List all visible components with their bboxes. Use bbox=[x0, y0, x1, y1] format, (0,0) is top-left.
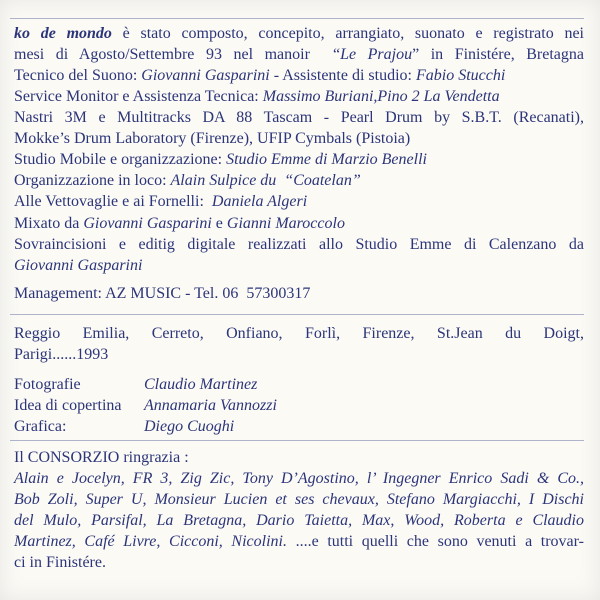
text-segment: Studio Emme di Marzio Benelli bbox=[226, 151, 427, 168]
text-segment: Massimo Buriani,Pino 2 La Vendetta bbox=[262, 88, 500, 105]
mixing-credits-block bbox=[14, 213, 584, 276]
text-segment: è stato composto, concepito, arrangiato, suonato e registrato nei bbox=[111, 25, 584, 42]
text-line bbox=[14, 447, 584, 468]
text-segment: ci in Finistére. bbox=[14, 554, 106, 571]
text-line bbox=[14, 191, 584, 212]
credit-label: Grafica: bbox=[14, 418, 67, 435]
artwork-credits-block bbox=[14, 374, 584, 437]
credit-label: Fotografie bbox=[14, 376, 81, 393]
text-segment: mesi di Agosto/Settembre 93 nel manoir “ bbox=[14, 46, 341, 63]
text-line bbox=[14, 86, 584, 107]
text-segment: Annamaria Vannozzi bbox=[144, 397, 277, 414]
text-segment: ” in Finistére, Bretagna bbox=[412, 46, 584, 63]
text-line bbox=[14, 416, 584, 437]
text-line bbox=[14, 234, 584, 255]
text-line bbox=[14, 107, 584, 128]
text-line bbox=[14, 374, 584, 395]
text-segment: Studio Mobile e organizzazione: bbox=[14, 151, 227, 168]
text-segment: Mixato da bbox=[14, 215, 84, 232]
text-segment: e bbox=[211, 215, 227, 232]
text-line bbox=[14, 510, 584, 531]
thanks-block bbox=[14, 447, 584, 573]
text-segment: Daniela Algeri bbox=[211, 193, 308, 210]
text-segment: Giovanni Gasparini bbox=[14, 257, 143, 274]
text-line bbox=[14, 149, 584, 170]
text-segment: Management: AZ MUSIC - Tel. 06 57300317 bbox=[14, 285, 311, 302]
text-segment: Giovanni Gasparini bbox=[141, 67, 270, 84]
text-line bbox=[14, 395, 584, 416]
text-segment: Diego Cuoghi bbox=[144, 418, 235, 435]
management-block bbox=[14, 283, 584, 304]
text-segment: Sovraincisioni e editig digitale realizzati allo Studio Emme di Calenzano da bbox=[14, 236, 584, 253]
text-segment: Giovanni Gasparini bbox=[83, 215, 212, 232]
text-segment: Reggio Emilia, Cerreto, Onfiano, Forlì, Firenze, St.Jean du Doigt, bbox=[14, 325, 584, 342]
text-segment: Alain e Jocelyn, FR 3, Zig Zic, Tony D’Agostino, l’ Ingegner Enrico Sadi & Co., bbox=[14, 470, 584, 487]
text-segment: ko de mondo bbox=[14, 25, 112, 42]
text-segment: Fabio Stucchi bbox=[415, 67, 506, 84]
text-segment: Mokke’s Drum Laboratory (Firenze), UFIP Cymbals (Pistoia) bbox=[14, 130, 411, 147]
text-segment: ....e tutti quelli che sono venuti a trovar- bbox=[286, 533, 584, 550]
text-segment: Tecnico del Suono: bbox=[14, 67, 142, 84]
text-segment: Organizzazione in loco: bbox=[14, 172, 171, 189]
credit-label: Idea di copertina bbox=[14, 397, 122, 414]
text-line bbox=[14, 344, 584, 365]
separator-rule-middle bbox=[10, 314, 584, 315]
text-segment: Service Monitor e Assistenza Tecnica: bbox=[14, 88, 263, 105]
text-segment: Alle Vettovaglie e ai Fornelli: bbox=[14, 193, 212, 210]
text-line bbox=[14, 65, 584, 86]
text-line bbox=[14, 128, 584, 149]
text-line bbox=[14, 23, 584, 44]
recording-credits-block bbox=[14, 23, 584, 212]
text-line bbox=[14, 213, 584, 234]
locations-block bbox=[14, 323, 584, 365]
text-line bbox=[14, 552, 584, 573]
text-segment: Martinez, Café Livre, Cicconi, Nicolini. bbox=[14, 533, 287, 550]
separator-rule-bottom bbox=[10, 440, 584, 441]
text-line bbox=[14, 468, 584, 489]
text-line bbox=[14, 323, 584, 344]
text-line bbox=[14, 489, 584, 510]
text-segment: Le Prajou bbox=[340, 46, 413, 63]
text-line bbox=[14, 255, 584, 276]
text-segment: Claudio Martinez bbox=[144, 376, 258, 393]
text-line bbox=[14, 170, 584, 191]
text-segment: Gianni Maroccolo bbox=[226, 215, 345, 232]
text-line bbox=[14, 531, 584, 552]
text-segment: Alain Sulpice du “Coatelan” bbox=[170, 172, 361, 189]
text-segment: Parigi......1993 bbox=[14, 346, 109, 363]
text-segment: - Assistente di studio: bbox=[269, 67, 416, 84]
text-segment: Il CONSORZIO ringrazia : bbox=[14, 449, 189, 466]
text-segment: Nastri 3M e Multitracks DA 88 Tascam - Pearl Drum by S.B.T. (Recanati), bbox=[14, 109, 584, 126]
text-segment: Bob Zoli, Super U, Monsieur Lucien et ses chevaux, Stefano Margiacchi, I Dischi bbox=[14, 491, 584, 508]
text-line bbox=[14, 44, 584, 65]
separator-rule-top bbox=[10, 18, 584, 19]
text-segment: del Mulo, Parsifal, La Bretagna, Dario Taietta, Max, Wood, Roberta e Claudio bbox=[14, 512, 584, 529]
text-line bbox=[14, 283, 584, 304]
